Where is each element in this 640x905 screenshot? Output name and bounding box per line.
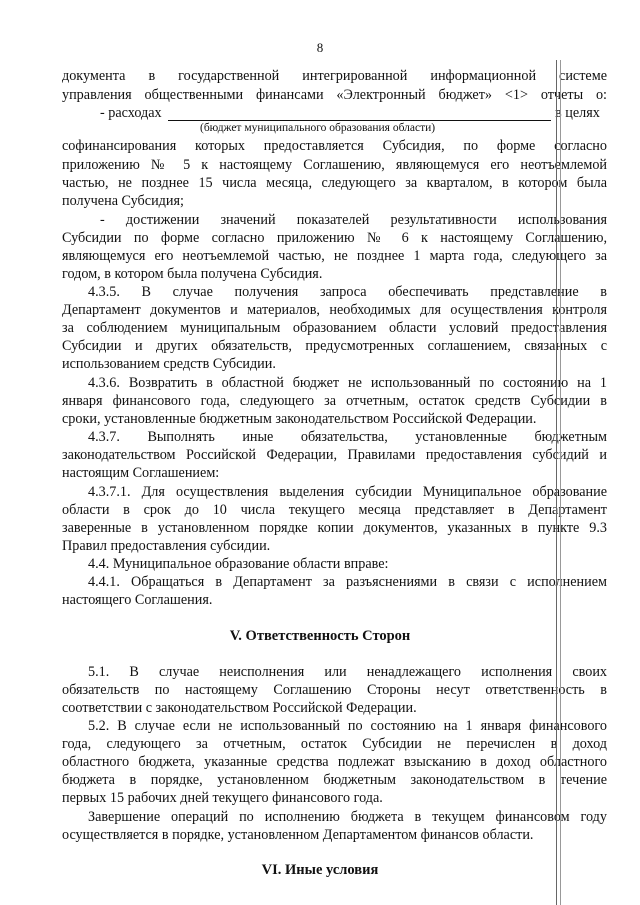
text-line: управления общественными финансами «Электронный бюджет» <1> отчеты о: bbox=[62, 87, 607, 103]
text-line: получена Субсидия; bbox=[62, 193, 184, 209]
text-line: 4.3.5. В случае получения запроса обеспечивать представление в bbox=[88, 284, 607, 300]
text-line: января финансового года, следующего за отчетным, остаток средств Субсидии в bbox=[62, 393, 607, 409]
field-caption: (бюджет муниципального образования области) bbox=[200, 122, 436, 134]
text-line: Правил предоставления субсидии. bbox=[62, 538, 271, 554]
text-line: областного бюджета, указанные средства подлежат взысканию в доход областного bbox=[62, 754, 607, 770]
text-line: соответствии с законодательством Российской Федерации. bbox=[62, 700, 417, 716]
text-line: обязательств по настоящему Соглашению Стороны несут ответственность в bbox=[62, 682, 607, 698]
text-line: Департамент документов и материалов, необходимых для осуществления контроля bbox=[62, 302, 607, 318]
text-line: приложению № 5 к настоящему Соглашению, являющемуся его неотъемлемой bbox=[62, 157, 607, 173]
text-line: бюджета в порядке, установленном бюджетным законодательством в течение bbox=[62, 772, 607, 788]
section-heading-vi: VI. Иные условия bbox=[261, 862, 379, 878]
text-line: документа в государственной интегрированной информационной системе bbox=[62, 68, 607, 84]
text-line: области в срок до 10 числа текущего месяца представляет в Департамент bbox=[62, 502, 607, 518]
text-line: сроки, установленные бюджетным законодательством Российской Федерации. bbox=[62, 411, 537, 427]
text-line: заверенные в установленном порядке копии документов, указанных в пункте 9.3 bbox=[62, 520, 607, 536]
section-heading-v: V. Ответственность Сторон bbox=[229, 628, 411, 644]
text-line: законодательством Российской Федерации, Правилами предоставления субсидий и bbox=[62, 447, 607, 463]
scan-artifact-line bbox=[560, 60, 561, 905]
text-line: настоящим Соглашением: bbox=[62, 465, 220, 481]
text-line: Субсидии по форме согласно приложению № 6 к настоящему Соглашению, bbox=[62, 230, 607, 246]
text-line: 5.1. В случае неисполнения или ненадлежащего исполнения своих bbox=[88, 664, 607, 680]
text-line: первых 15 рабочих дней текущего финансового года. bbox=[62, 790, 383, 806]
text-line: настоящего Соглашения. bbox=[62, 592, 213, 608]
text-line: осуществляется в порядке, установленном Департаментом финансов области. bbox=[62, 827, 534, 843]
text-line: 4.3.6. Возвратить в областной бюджет не использованный по состоянию на 1 bbox=[88, 375, 607, 391]
text-line: - достижении значений показателей результативности использования bbox=[100, 212, 607, 228]
text-line: 4.4. Муниципальное образование области вправе: bbox=[88, 556, 389, 572]
text-line: являющемуся его неотъемлемой частью, не позднее 1 марта года, следующего за bbox=[62, 248, 607, 264]
text-line: использованием средств Субсидии. bbox=[62, 356, 276, 372]
text-line: частью, не позднее 15 числа месяца, следующего за кварталом, в котором была bbox=[62, 175, 607, 191]
text-line: Субсидии и других обязательств, предусмотренных соглашением, связанных с bbox=[62, 338, 607, 354]
text-line: годом, в котором была получена Субсидия. bbox=[62, 266, 323, 282]
text-line: года, следующего за отчетным, остаток Субсидии не перечислен в доход bbox=[62, 736, 607, 752]
text-line: 4.3.7. Выполнять иные обязательства, установленные бюджетным bbox=[88, 429, 607, 445]
text-line: Завершение операций по исполнению бюджета в текущем финансовом году bbox=[88, 809, 607, 825]
page-number: 8 bbox=[316, 40, 324, 55]
scan-artifact-line bbox=[556, 60, 557, 905]
text-line-expenses: - расходах bbox=[100, 105, 162, 121]
text-line: 5.2. В случае если не использованный по состоянию на 1 января финансового bbox=[88, 718, 607, 734]
text-line-in-order: в целях bbox=[555, 105, 600, 121]
text-line: за соблюдением муниципальным образованием области условий предоставления bbox=[62, 320, 607, 336]
text-line: 4.3.7.1. Для осуществления выделения субсидии Муниципальное образование bbox=[88, 484, 607, 500]
text-line: софинансирования которых предоставляется Субсидия, по форме согласно bbox=[62, 138, 607, 154]
text-line: 4.4.1. Обращаться в Департамент за разъяснениями в связи с исполнением bbox=[88, 574, 607, 590]
